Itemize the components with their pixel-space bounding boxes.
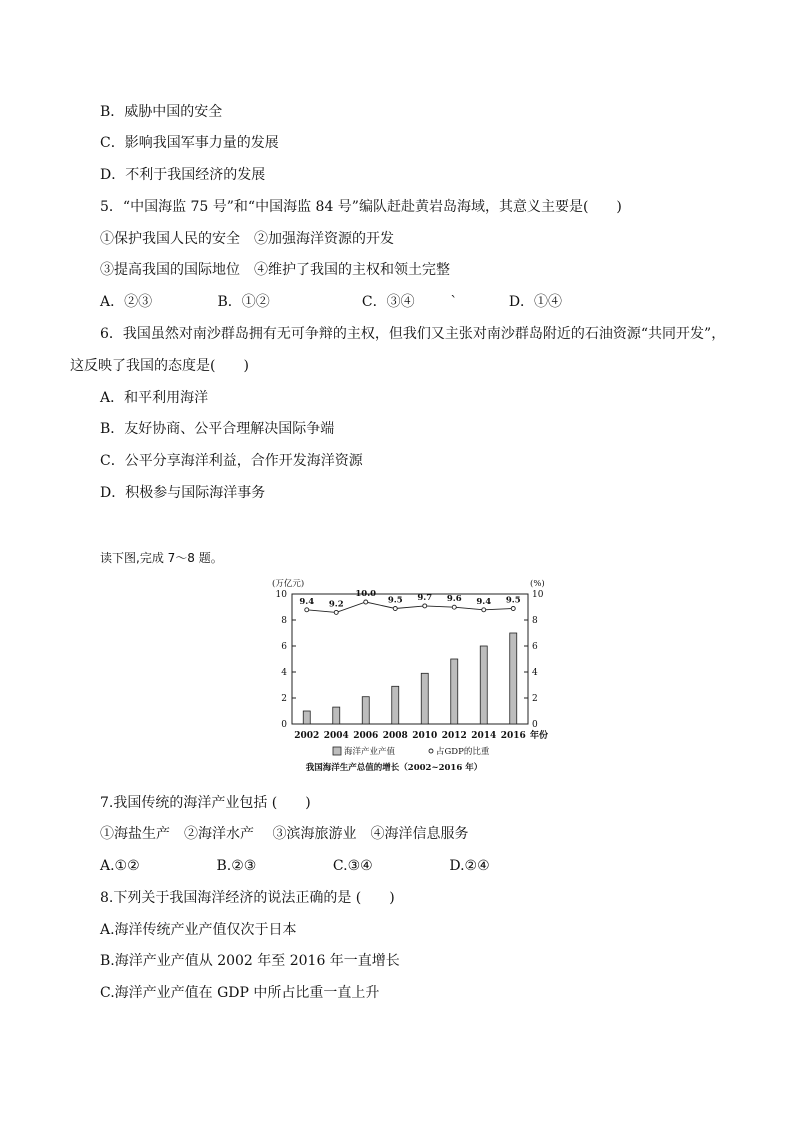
- left-axis-tick-label: 8: [281, 616, 287, 626]
- chart-title: 我国海洋生产总值的增长（2002~2016 年）: [305, 763, 483, 773]
- legend-bar-swatch: [333, 747, 341, 755]
- q7-answer-a: A.①②: [100, 858, 140, 874]
- gdp-share-data-label: 9.2: [328, 599, 344, 610]
- bar: [392, 686, 399, 724]
- read-prompt: 读下图,完成 7～8 题。: [100, 551, 223, 565]
- gdp-share-point: [452, 605, 456, 609]
- line-q5-options-1: ①保护我国人民的安全 ②加强海洋资源的开发: [100, 231, 394, 247]
- line-q8b: B.海洋产业产值从 2002 年至 2016 年一直增长: [100, 953, 400, 969]
- gdp-share-data-label: 9.5: [505, 595, 521, 606]
- gdp-share-point: [511, 607, 515, 611]
- line-q8a: A.海洋传统产业产值仅次于日本: [100, 922, 297, 938]
- line-q8c: C.海洋产业产值在 GDP 中所占比重一直上升: [100, 985, 380, 1001]
- line-q4c: C．影响我国军事力量的发展: [100, 135, 279, 151]
- line-q5: 5．“中国海监 75 号”和“中国海监 84 号”编队赶赴黄岩岛海域，其意义主要是( ): [100, 199, 622, 215]
- line-q7: 7.我国传统的海洋产业包括 ( ): [100, 795, 311, 811]
- line-q4d: D．不利于我国经济的发展: [100, 167, 266, 183]
- q5-answers: [100, 293, 562, 311]
- left-axis-tick-label: 2: [281, 694, 287, 704]
- bar: [510, 633, 517, 724]
- right-axis-tick-label: 6: [532, 642, 538, 652]
- line-q8: 8.下列关于我国海洋经济的说法正确的是 ( ): [100, 890, 395, 906]
- q5-stray-mark: `: [450, 294, 458, 310]
- q5-answer-b: B．①②: [217, 294, 270, 310]
- line-q5-options-2: ③提高我国的国际地位 ④维护了我国的主权和领土完整: [100, 262, 450, 278]
- line-q6c: C．公平分享海洋利益，合作开发海洋资源: [100, 453, 363, 469]
- left-axis-tick-label: 6: [281, 642, 287, 652]
- bar: [480, 646, 487, 724]
- q5-answer-a: A．②③: [100, 294, 153, 310]
- gdp-share-point: [482, 608, 486, 612]
- q5-answer-d: D．①④: [508, 294, 563, 310]
- q5-answer-c: C．③④: [361, 294, 415, 310]
- q7-answers: [100, 857, 490, 875]
- legend-line-label: 占GDP的比重: [436, 747, 490, 757]
- x-tick-label: 2014: [471, 731, 497, 741]
- legend-line-marker: [429, 749, 433, 753]
- x-tick-label: 2010: [412, 731, 438, 741]
- line-q6a: A．和平利用海洋: [100, 390, 209, 406]
- line-q6-1: 6．我国虽然对南沙群岛拥有无可争辩的主权，但我们又主张对南沙群岛附近的石油资源“共同开发”，: [100, 326, 726, 342]
- gdp-share-point: [393, 607, 397, 611]
- gdp-share-data-label: 9.6: [446, 594, 462, 605]
- left-axis-label: (万亿元): [272, 579, 305, 589]
- gdp-share-point: [364, 600, 368, 604]
- line-q7-options: ①海盐生产 ②海洋水产 ③滨海旅游业 ④海洋信息服务: [100, 826, 469, 842]
- gdp-share-data-label: 10.0: [355, 589, 377, 599]
- q7-answer-b: B.②③: [216, 858, 257, 874]
- legend-bar-label: 海洋产业产值: [344, 747, 396, 757]
- gdp-share-point: [423, 604, 427, 608]
- right-axis-tick-label: 8: [532, 616, 538, 626]
- marine-output-chart: [270, 576, 555, 781]
- line-q6-2: 这反映了我国的态度是( ): [70, 358, 249, 374]
- left-axis-tick-label: 4: [281, 668, 287, 678]
- bar: [303, 711, 310, 724]
- right-axis-tick-label: 0: [532, 720, 538, 730]
- x-tick-label: 2016: [500, 731, 526, 741]
- x-axis-unit-label: 年份: [530, 731, 549, 741]
- q7-answer-c: C.③④: [332, 858, 373, 874]
- right-axis-tick-label: 4: [532, 668, 538, 678]
- x-tick-label: 2008: [382, 731, 408, 741]
- right-axis-tick-label: 10: [532, 590, 544, 600]
- x-tick-label: 2012: [441, 731, 467, 741]
- gdp-share-point: [334, 610, 338, 614]
- chart-svg: [270, 576, 555, 781]
- right-axis-label: (%): [530, 579, 545, 589]
- line-q4b: B．威胁中国的安全: [100, 104, 223, 120]
- gdp-share-data-label: 9.5: [387, 595, 403, 606]
- gdp-share-data-label: 9.7: [417, 592, 433, 603]
- x-tick-label: 2002: [294, 731, 320, 741]
- plot-frame: [292, 594, 528, 724]
- gdp-share-data-label: 9.4: [476, 596, 492, 607]
- gdp-share-data-label: 9.4: [299, 596, 315, 607]
- bar: [333, 707, 340, 724]
- left-axis-tick-label: 10: [275, 590, 287, 600]
- bar: [451, 659, 458, 724]
- line-q6d: D．积极参与国际海洋事务: [100, 485, 266, 501]
- q7-answer-d: D.②④: [449, 858, 490, 874]
- left-axis-tick-label: 0: [281, 720, 287, 730]
- bar: [362, 697, 369, 724]
- gdp-share-point: [305, 608, 309, 612]
- line-q6b: B．友好协商、公平合理解决国际争端: [100, 421, 335, 437]
- right-axis-tick-label: 2: [532, 694, 538, 704]
- bar: [421, 673, 428, 724]
- x-tick-label: 2006: [353, 731, 379, 741]
- x-tick-label: 2004: [323, 731, 349, 741]
